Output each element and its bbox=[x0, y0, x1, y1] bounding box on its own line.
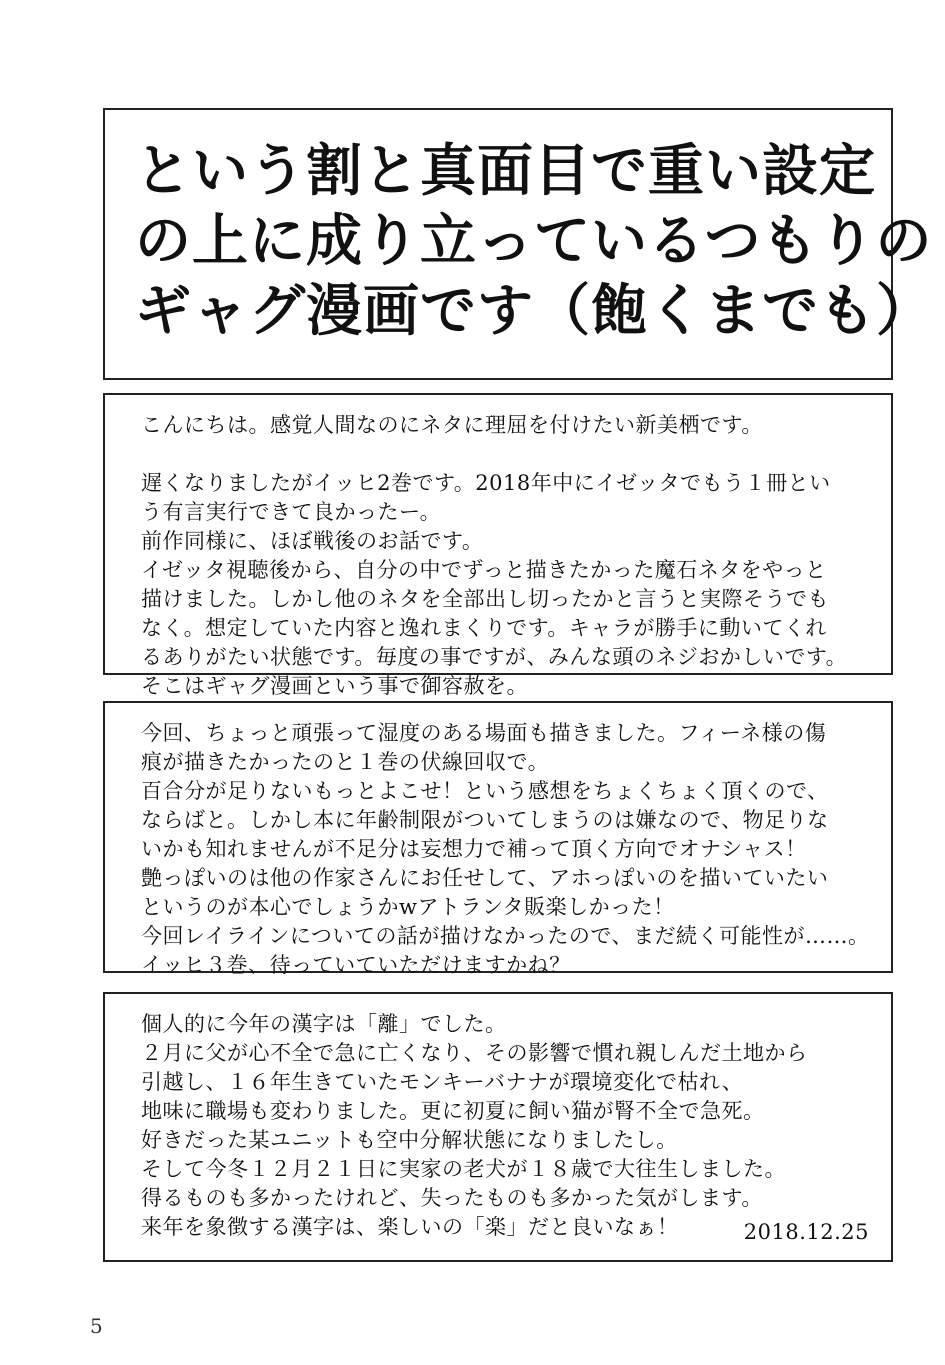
text-line: というのが本心でしょうかwアトランタ販楽しかった！ bbox=[141, 895, 675, 919]
section2-box bbox=[103, 701, 893, 977]
text-line: 地味に職場も変わりました。更に初夏に飼い猫が腎不全で急死。 bbox=[141, 1099, 765, 1123]
section2-text bbox=[141, 719, 883, 980]
text-line: こんにちは。感覚人間なのにネタに理屈を付けたい新美栖です。 bbox=[141, 413, 763, 437]
section3-box bbox=[103, 992, 893, 1262]
text-line: そこはギャグ漫画という事で御容赦を。 bbox=[141, 674, 528, 698]
text-line: 百合分が足りないもっとよこせ！という感想をちょくちょく頂くので、 bbox=[141, 779, 829, 803]
text-line: 引越し、１６年生きていたモンキーバナナが環境変化で枯れ、 bbox=[141, 1070, 744, 1094]
text-line: なく。想定していた内容と逸れまくりです。キャラが勝手に動いてくれ bbox=[141, 616, 827, 640]
intro-text bbox=[141, 411, 883, 701]
text-line: そして今冬１２月２１日に実家の老犬が１８歳で大往生しました。 bbox=[141, 1157, 786, 1181]
title-line: ギャグ漫画です（飽くまでも） bbox=[135, 279, 933, 344]
text-line: ならばと。しかし本に年齢制限がついてしまうのは嫌なので、物足りな bbox=[141, 808, 829, 832]
text-line: 来年を象徴する漢字は、楽しいの「楽」だと良いなぁ！ bbox=[141, 1215, 679, 1239]
page-number: 5 bbox=[90, 1314, 103, 1338]
text-line: 今回、ちょっと頑張って湿度のある場面も描きました。フィーネ様の傷 bbox=[141, 721, 827, 745]
title-box bbox=[103, 108, 933, 380]
intro-box bbox=[103, 393, 893, 698]
text-line: 得るものも多かったけれど、失ったものも多かった気がします。 bbox=[141, 1186, 763, 1210]
text-line: いかも知れませんが不足分は妄想力で補って頂く方向でオナシャス！ bbox=[141, 837, 807, 861]
text-line: イゼッタ視聴後から、自分の中でずっと描きたかった魔石ネタをやっと bbox=[141, 558, 827, 582]
text-line: 痕が描きたかったのと１巻の伏線回収で。 bbox=[141, 750, 550, 774]
date: 2018.12.25 bbox=[743, 1220, 869, 1244]
title-line: という割と真面目で重い設定 bbox=[135, 139, 876, 204]
text-line: イッヒ３巻、待っていていただけますかね？ bbox=[141, 953, 571, 977]
text-line: 描けました。しかし他のネタを全部出し切ったかと言うと実際そうでも bbox=[141, 587, 829, 611]
title-line: の上に成り立っているつもりの bbox=[135, 209, 933, 274]
section3-text bbox=[141, 1010, 883, 1242]
text-line: 好きだった某ユニットも空中分解状態になりましたし。 bbox=[141, 1128, 678, 1152]
text-line: 個人的に今年の漢字は「離」でした。 bbox=[141, 1012, 507, 1036]
text-line: う有言実行できて良かったー。 bbox=[141, 500, 442, 524]
title bbox=[135, 137, 933, 347]
text-line: 前作同様に、ほぼ戦後のお話です。 bbox=[141, 529, 484, 553]
text-line: 遅くなりましたがイッヒ2巻です。2018年中にイゼッタでもう１冊とい bbox=[141, 471, 831, 495]
text-line: 艶っぽいのは他の作家さんにお任せして、アホっぽいのを描いていたい bbox=[141, 866, 829, 890]
text-line: るありがたい状態です。毎度の事ですが、みんな頭のネジおかしいです。 bbox=[141, 645, 848, 669]
text-line: 今回レイラインについての話が描けなかったので、まだ続く可能性が……。 bbox=[141, 924, 870, 948]
blank-line bbox=[141, 440, 883, 469]
text-line: ２月に父が心不全で急に亡くなり、その影響で慣れ親しんだ土地から bbox=[141, 1041, 808, 1065]
